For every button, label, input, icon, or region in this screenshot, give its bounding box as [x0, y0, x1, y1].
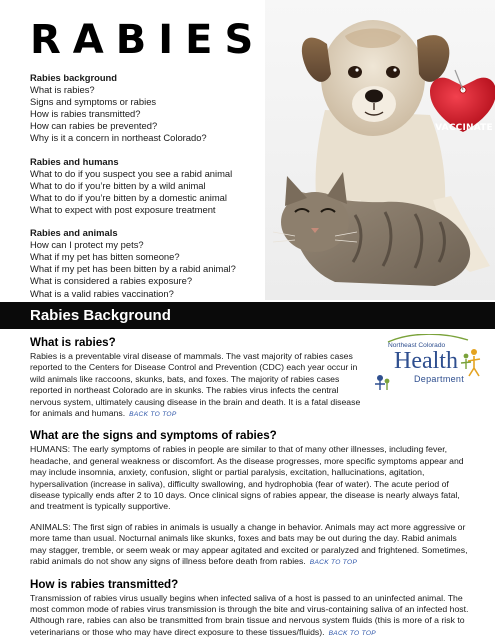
logo-line-2: Health [394, 348, 458, 374]
paragraph-text: Rabies is a preventable viral disease of mammals. The vast majority of rabies cases reported to the Centers for Disease Control and Prevention (CDC) each year occur in wild animals like raccoons, skunks, bats, and foxes. The majority of rabies cases reported in northeast Colorado are in skunks. The rabies virus infects the central nervous system, ultimately causing disease in the brain and death. It is a fatal disease for animals and humans. [30, 351, 361, 419]
toc-link[interactable]: How is rabies transmitted? [30, 108, 141, 120]
section-signs-symptoms [30, 429, 470, 568]
section-transmission [30, 578, 470, 640]
section-heading: How is rabies transmitted? [30, 577, 179, 591]
section-banner [0, 302, 495, 329]
toc-heading[interactable]: Rabies and humans [30, 155, 119, 167]
section-heading: What are the signs and symptoms of rabies? [30, 429, 277, 443]
banner-title: Rabies Background [30, 307, 171, 324]
puppy-and-kitten-photo [265, 0, 495, 300]
toc-link[interactable]: What if my pet has been bitten by a rabid animal? [30, 263, 236, 275]
toc-link[interactable]: Signs and symptoms or rabies [30, 96, 157, 108]
section-paragraph [30, 593, 470, 640]
page-title: RABIES [30, 17, 266, 63]
toc-link[interactable]: What to expect with post exposure treatment [30, 203, 216, 215]
paragraph-text: ANIMALS: The first sign of rabies in animals is usually a change in behavior. Animals may act more aggressive or more tame than usual. Nocturnal animals like skunks, foxes and bats may be out during the day. Rabid animals may stagger, tremble, or seem weak or may appear agitated and excited or paralyzed and frightened. Sometimes, rabid animals do not show any signs of illness before death from rabies. [30, 521, 468, 567]
section-what-is-rabies [30, 336, 470, 420]
header-area [0, 0, 495, 300]
toc-link[interactable]: What to do if you suspect you see a rabid animal [30, 167, 233, 179]
logo-line-1: Northeast Colorado [388, 342, 446, 349]
section-paragraph: HUMANS: The early symptoms of rabies in people are similar to that of many other illnesses, including fever, headache, and general weakness or discomfort. As the disease progresses, more specific symptoms appear and may include insomnia, anxiety, confusion, slight or partial paralysis, excitation, hallucinations, agitation, hypersalivation (increase in saliva), difficulty swallowing, and hydrophobia (fear of water). The acute period of disease typically ends after 2 to 10 days. Once clinical signs of rabies appear, the disease is nearly always fatal, and treatment is typically supportive. [30, 444, 464, 512]
toc-heading[interactable]: Rabies background [30, 72, 117, 83]
toc-link[interactable]: What is a valid rabies vaccination? [30, 287, 174, 299]
main-content [30, 336, 470, 640]
toc-link[interactable]: What to do if you’re bitten by a wild animal [30, 179, 206, 191]
paragraph-text: Transmission of rabies virus usually begins when infected saliva of a host is passed to an uninfected animal. The most common mode of rabies virus transmission is through the bite and virus-containing saliva of an infected host. Although rare, rabies can also be transmitted from brain tissue and nervous system fluids (this is more of a risk to veterinarians or those who may have direct exposure to these tissues/fluids). [30, 592, 469, 637]
back-to-top-link[interactable]: BACK TO TOP [328, 629, 376, 637]
toc-link[interactable]: How can rabies be prevented? [30, 120, 158, 132]
section-paragraph [30, 351, 368, 420]
toc-heading[interactable]: Rabies and animals [30, 227, 118, 239]
back-to-top-link[interactable]: BACK TO TOP [309, 559, 358, 567]
toc-link[interactable]: Why is it a concern in northeast Colorado? [30, 132, 207, 144]
section-paragraph [30, 522, 470, 569]
toc-link[interactable]: What is rabies? [30, 84, 95, 96]
toc-link[interactable]: What to do if you’re bitten by a domestic animal [30, 191, 227, 203]
back-to-top-link[interactable]: BACK TO TOP [129, 411, 177, 419]
toc-link[interactable]: What if my pet has bitten someone? [30, 251, 180, 263]
toc-link[interactable]: What is considered a rabies exposure? [30, 275, 193, 287]
section-heading: What is rabies? [30, 336, 116, 349]
toc-link[interactable]: How can I protect my pets? [30, 239, 144, 251]
logo-line-3: Department [414, 374, 465, 384]
vaccinate-tag-label: VACCINATE [435, 123, 493, 133]
